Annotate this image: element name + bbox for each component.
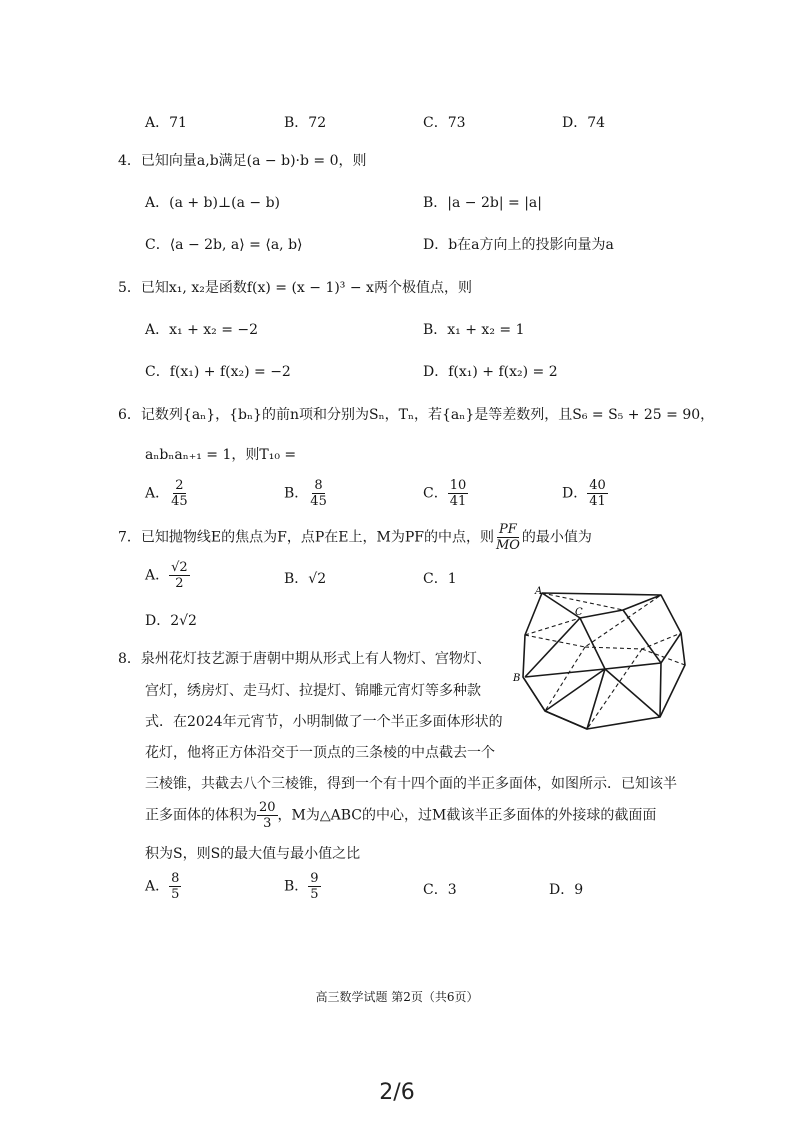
q8-option-b xyxy=(284,871,321,902)
q7-stem-start: 7．已知抛物线E的焦点为F，点P在E上，M为PF的中点，则 xyxy=(118,529,494,546)
q8-line-6-start: 正多面体的体积为 xyxy=(145,807,257,824)
q6-option-d-num: 40 xyxy=(589,478,606,493)
q3-option-d: D．74 xyxy=(562,115,606,131)
q6-option-a-num: 2 xyxy=(175,478,184,493)
q6-option-c-den: 41 xyxy=(449,494,467,509)
q4-option-c: C．⟨a − 2b, a⟩ = ⟨a, b⟩ xyxy=(145,237,303,253)
q5-stem: 5．已知x₁, x₂是函数f(x) = (x − 1)³ − x两个极值点，则 xyxy=(118,280,472,296)
q8-option-b-den: 5 xyxy=(310,887,319,902)
q7-option-d: D．2√2 xyxy=(145,613,197,629)
q8-line-1: 8．泉州花灯技艺源于唐朝中期从形式上有人物灯、宫物灯、 xyxy=(118,651,491,667)
q5-option-c: C．f(x₁) + f(x₂) = −2 xyxy=(145,364,291,380)
q8-option-a xyxy=(145,871,181,902)
q8-option-b-fraction xyxy=(308,871,320,902)
q8-line-3: 式．在2024年元宵节，小明制做了一个半正多面体形状的 xyxy=(145,714,503,730)
q8-option-a-label: A． xyxy=(145,878,170,895)
q4-option-a: A．(a + b)⊥(a − b) xyxy=(145,195,281,211)
q5-option-b: B．x₁ + x₂ = 1 xyxy=(423,322,525,338)
q6-option-c-fraction xyxy=(448,478,469,509)
q8-option-a-num: 8 xyxy=(171,871,180,886)
q4-option-d: D．b在a方向上的投影向量为a xyxy=(423,237,614,253)
q8-option-a-den: 5 xyxy=(171,887,180,902)
q8-line-7: 积为S，则S的最大值与最小值之比 xyxy=(145,846,361,862)
q7-option-a-fraction xyxy=(169,560,190,591)
q6-option-b-num: 8 xyxy=(314,478,323,493)
q8-line-6-end: ，M为△ABC的中心，过M截该半正多面体的外接球的截面面 xyxy=(277,807,657,824)
q6-option-a-label: A． xyxy=(145,485,170,502)
q8-line-6 xyxy=(145,800,656,831)
q8-option-c: C．3 xyxy=(423,882,457,898)
q5-option-a: A．x₁ + x₂ = −2 xyxy=(145,322,259,338)
q8-option-b-num: 9 xyxy=(310,871,319,886)
q8-option-a-fraction xyxy=(169,871,181,902)
q6-option-b xyxy=(284,478,329,509)
q6-option-d-label: D． xyxy=(562,485,588,502)
q8-option-b-label: B． xyxy=(284,878,309,895)
q8-line-2: 宫灯，绣房灯、走马灯、拉提灯、锦雕元宵灯等多种款 xyxy=(145,683,481,699)
q7-stem-end: 的最小值为 xyxy=(521,529,592,546)
q6-option-b-label: B． xyxy=(284,485,309,502)
q8-line-4: 花灯，他将正方体沿交于一顶点的三条棱的中点截去一个 xyxy=(145,745,495,761)
q3-option-a: A．71 xyxy=(145,115,187,131)
q6-option-a xyxy=(145,478,190,509)
q8-option-d: D．9 xyxy=(549,882,584,898)
q5-option-d: D．f(x₁) + f(x₂) = 2 xyxy=(423,364,558,380)
q7-option-a xyxy=(145,560,190,591)
q8-line-5: 三棱锥，共截去八个三棱锥，得到一个有十四个面的半正多面体，如图所示．已知该半 xyxy=(145,776,677,792)
q7-stem xyxy=(118,522,592,553)
q7-ratio-fraction xyxy=(494,522,522,553)
q7-option-a-num: √2 xyxy=(171,560,188,575)
page-indicator: 2/6 xyxy=(379,1080,415,1105)
q8-volume-den: 3 xyxy=(263,816,272,831)
q6-option-b-den: 45 xyxy=(310,494,327,509)
q6-stem: 6．记数列{aₙ}，{bₙ}的前n项和分别为Sₙ，Tₙ，若{aₙ}是等差数列，且S₆ = S₅ + 25 = 90， xyxy=(118,407,715,423)
q6-option-b-fraction xyxy=(308,478,329,509)
figure-label-b: B xyxy=(513,673,521,684)
q3-option-c: C．73 xyxy=(423,115,466,131)
q7-option-c: C．1 xyxy=(423,571,457,587)
q6-option-c-label: C． xyxy=(423,485,448,502)
q7-option-a-den: 2 xyxy=(175,576,184,591)
q8-volume-fraction xyxy=(257,800,278,831)
page-footer: 高三数学试题 第2页（共6页） xyxy=(315,990,479,1004)
q6-option-a-den: 45 xyxy=(171,494,188,509)
q7-ratio-den: MO xyxy=(495,538,520,553)
q7-ratio-num: PF xyxy=(499,522,517,537)
q7-option-a-label: A． xyxy=(145,567,170,584)
q6-option-d xyxy=(562,478,608,509)
q3-option-b: B．72 xyxy=(284,115,327,131)
q4-stem: 4．已知向量a,b满足(a − b)·b = 0，则 xyxy=(118,153,367,169)
q8-volume-num: 20 xyxy=(259,800,276,815)
polyhedron-figure xyxy=(505,585,690,735)
q6-option-d-den: 41 xyxy=(589,494,606,509)
q6-option-a-fraction xyxy=(169,478,190,509)
figure-label-a: A xyxy=(535,586,543,597)
q4-option-b: B．|a − 2b| = |a| xyxy=(423,195,542,211)
q6-stem-line2: aₙbₙaₙ₊₁ = 1，则T₁₀ = xyxy=(145,447,297,463)
q7-option-b: B．√2 xyxy=(284,571,327,587)
q6-option-c xyxy=(423,478,468,509)
q6-option-d-fraction xyxy=(587,478,608,509)
figure-label-c: C xyxy=(575,607,583,618)
q6-option-c-num: 10 xyxy=(449,478,467,493)
